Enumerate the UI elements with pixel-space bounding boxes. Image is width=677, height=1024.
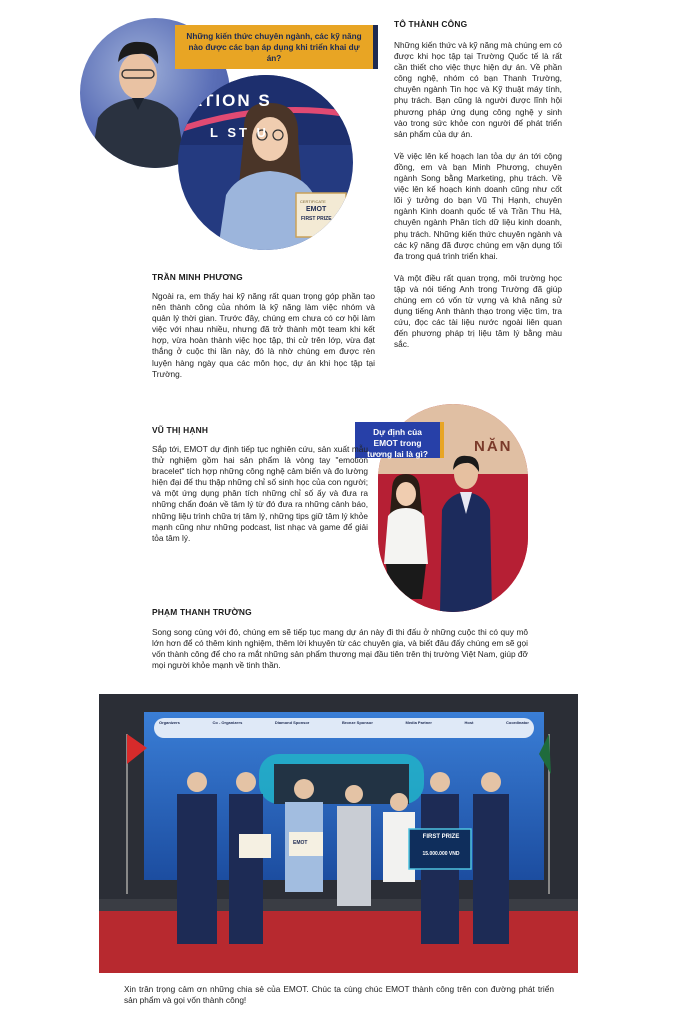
question-box-skills: Những kiến thức chuyên ngành, các kỹ năng nào được các bạn áp dụng khi triển khai dự án? — [175, 25, 373, 69]
stage-banner-text: NĂN — [474, 438, 513, 455]
certificate-brand: EMOT — [293, 840, 308, 846]
speaker-text-truong: Song song cùng với đó, chúng em sẽ tiếp tục mang dự án này đi thi đấu ở những cuộc thi có quy mô lớn hơn để có thêm kinh nghiệm, thêm lời khuyên từ các chuyên gia, và biết đâu đấy chúng em sẽ gọi vốn thành công để cho ra mắt những sản phẩm thương mại đầu tiên trên thị trường Việt Nam, giúp đỡ mọi người khỏe mạnh về tinh thần. — [152, 627, 528, 671]
certificate-brand: EMOT — [306, 206, 327, 213]
question-box-future: Dự định của EMOT trong tương lai là gì? — [355, 422, 440, 458]
paragraph: Và một điều rất quan trọng, môi trường học tập và nói tiếng Anh trong Trường đã giúp chúng em có vốn từ vựng và khả năng sử dụng tiếng Anh thành thạo trong việc tìm, tra cứu, đọc các tài liệu nước ngoài liên quan đến phương pháp trị liệu tâm lý bằng màu sắc. — [394, 272, 562, 350]
sponsor-label: Media Partner — [405, 720, 432, 725]
sponsor-label: Diamond Sponsor — [274, 720, 310, 725]
question-box-accent — [373, 25, 378, 69]
paragraph: Về việc lên kế hoạch lan tỏa dự án tới cộng đồng, em và bạn Minh Phương, chuyên ngành Song bằng Marketing, phụ trách. Về việc lên kế hoạch kinh doanh cũng như cốt lõi ý tưởng do bạn Vũ Thị Hạnh, chuyên ngành Kinh doanh quốc tế và Trần Thu Hà, chuyên ngành Phân tích dữ liệu kinh doanh, phụ trách. Những kiến thức chuyên ngành và các kỹ năng đã được chúng em vận dụng tối đa trong quá trình triển khai. — [394, 150, 562, 261]
sponsor-label: Co - Organizers — [212, 720, 243, 725]
speaker-text-phuong: Ngoài ra, em thấy hai kỹ năng rất quan trọng góp phần tạo nên thành công của nhóm là kỹ năng làm việc nhóm và quản lý thời gian. Trước đây, chúng em chưa có cơ hội làm việc với nhau nhiều, nhưng đã trở thành một team khi kết hợp, vừa hoàn thành việc học tập, thi cử trên lớp, vừa đạt thắng ở cuộc thi lần này, đó là nhờ chúng em được rèn luyện hàng ngày qua các môn học, dự án khi học tập tại Trường. — [152, 291, 375, 379]
photo-circle-woman — [178, 75, 353, 250]
speaker-text-hanh: Sắp tới, EMOT dự định tiếp tục nghiên cứu, sản xuất mẫu thử nghiệm gồm hai sản phẩm là vòng tay "emotion bracelet" tích hợp những công nghệ cảm biến và đo lường hiện đại để thu thập những chỉ số sinh học của con người; và một ứng dụng phân tích những chỉ số ấy và đưa ra những chẩn đoán về tâm lý từ đó đưa ra những cảnh báo, những liệu trình chữa trị tâm lý, những tips giữ tâm lý khỏe mạnh cũng như những podcast, list nhạc và game để giải tỏa tâm lý. — [152, 444, 368, 543]
speaker-text-cong — [394, 40, 562, 350]
paragraph: Những kiến thức và kỹ năng mà chúng em có được khi học tập tại Trường Quốc tế là rất cần thiết cho việc thực hiện dự án. Về phần công nghệ, nhóm có bạn Thanh Trường, chuyên ngành Tin học và Kỹ thuật máy tính, phụ trách. Bạn cũng là người được lĩnh hội phương pháp ứng dụng công nghệ y sinh vào trong sức khỏe con người để phát triển sản phẩm của dự án. — [394, 40, 562, 139]
sponsor-label: Bronze Sponsor — [341, 720, 373, 725]
prize-board-title: FIRST PRIZE — [422, 834, 460, 840]
speaker-name-phuong: TRẦN MINH PHƯƠNG — [152, 272, 243, 282]
speaker-name-hanh: VŨ THỊ HẠNH — [152, 425, 209, 435]
speaker-name-cong: TÔ THÀNH CÔNG — [394, 19, 468, 29]
question-box-accent — [440, 422, 444, 458]
sponsor-label: Coordinator — [506, 720, 529, 725]
stage-scene — [99, 694, 578, 973]
banner-text-2: L ST U — [210, 125, 269, 140]
prize-board-amount: 15.000.000 VND — [422, 851, 460, 857]
certificate-top-label: CERTIFICATE — [300, 199, 326, 204]
award-ceremony-photo — [99, 694, 578, 973]
sponsor-label: Organizers — [159, 720, 180, 725]
sponsor-bar — [159, 720, 529, 725]
certificate-prize: FIRST PRIZE — [301, 216, 332, 222]
speaker-name-truong: PHẠM THANH TRƯỜNG — [152, 607, 252, 617]
closing-message: Xin trân trọng cảm ơn những chia sẻ của EMOT. Chúc ta cùng chúc EMOT thành công trên con đường phát triển sản phẩm và gọi vốn thành công! — [124, 984, 554, 1006]
banner-text: ATION S — [190, 91, 272, 110]
sponsor-label: Host — [464, 720, 474, 725]
